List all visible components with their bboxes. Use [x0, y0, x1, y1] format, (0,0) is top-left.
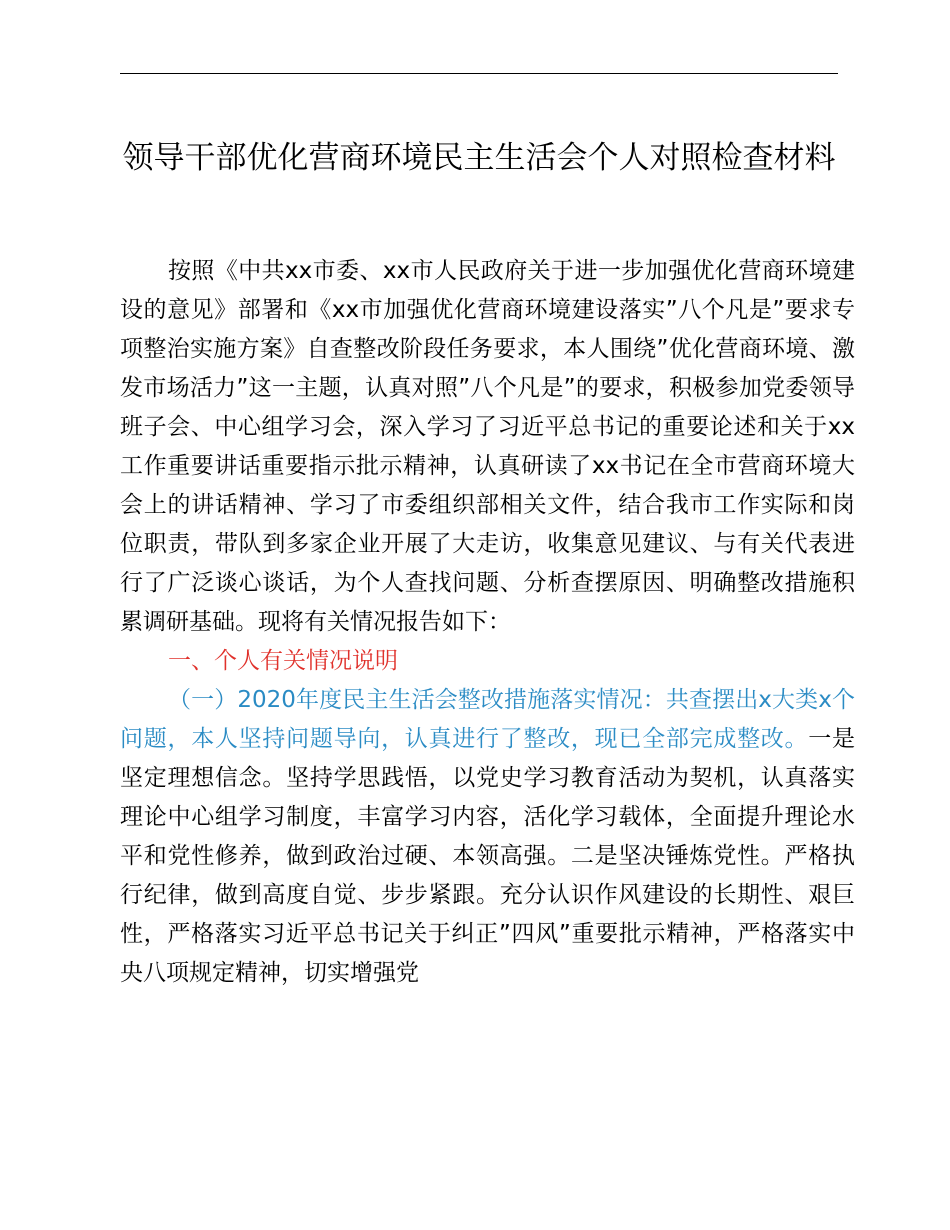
- document-title: 领导干部优化营商环境民主生活会个人对照检查材料: [122, 140, 836, 176]
- subsection-body: 一是坚定理想信念。坚持学思践悟，以党史学习教育活动为契机，认真落实理论中心组学习制度，丰富学习内容，活化学习载体，全面提升理论水平和党性修养，做到政治过硬、本领高强。二是坚决锤炼党性。严格执行纪律，做到高度自觉、步步紧跟。充分认识作风建设的长期性、艰巨性，严格落实习近平总书记关于纠正”四风”重要批示精神，严格落实中央八项规定精神，切实增强党: [120, 726, 856, 986]
- document-body: [120, 252, 855, 993]
- header-rule: [120, 73, 838, 74]
- section-heading: 一、个人有关情况说明: [168, 648, 398, 674]
- subsection-paragraph: [120, 681, 855, 993]
- intro-paragraph: 按照《中共xx市委、xx市人民政府关于进一步加强优化营商环境建设的意见》部署和《xx市加强优化营商环境建设落实”八个凡是”要求专项整治实施方案》自查整改阶段任务要求，本人围绕”优化营商环境、激发市场活力”这一主题，认真对照”八个凡是”的要求，积极参加党委领导班子会、中心组学习会，深入学习了习近平总书记的重要论述和关于xx工作重要讲话重要指示批示精神，认真研读了xx书记在全市营商环境大会上的讲话精神、学习了市委组织部相关文件，结合我市工作实际和岗位职责，带队到多家企业开展了大走访，收集意见建议、与有关代表进行了广泛谈心谈话，为个人查找问题、分析查摆原因、明确整改措施积累调研基础。现将有关情况报告如下：: [120, 258, 855, 635]
- subsection-heading: （一）2020年度民主生活会整改措施落实情况：共查摆出x大类x个问题，本人坚持问题导向，认真进行了整改，现已全部完成整改。: [120, 687, 855, 752]
